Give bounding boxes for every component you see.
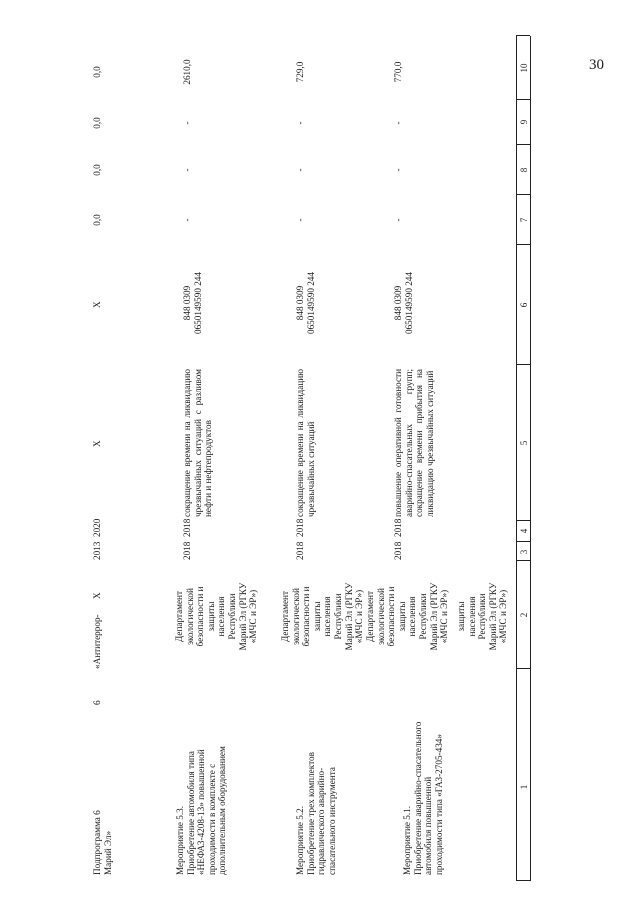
row2-col6: 848 0309 0650149590 244 bbox=[295, 272, 316, 335]
row3-col9: - bbox=[182, 121, 192, 125]
col-divider bbox=[516, 880, 530, 881]
row2-col3: 2018 bbox=[295, 541, 305, 560]
row1-col3: 2018 bbox=[393, 541, 403, 560]
row1-col7: - bbox=[393, 218, 403, 222]
col-divider bbox=[516, 364, 530, 365]
row2-col7: - bbox=[295, 218, 305, 222]
col-divider bbox=[516, 194, 530, 195]
row2-col5: сокращение времени на ликвидацию чрезвычайных ситуаций bbox=[295, 369, 316, 517]
row4-col9: 0,0 bbox=[92, 117, 102, 129]
col-number-5: 5 bbox=[519, 440, 529, 446]
row3-col5: сокращение времени на ликвидацию чрезвычайных ситуаций с разливом нефти и нефтепродуктов bbox=[182, 369, 214, 517]
row4-col10: 0,0 bbox=[92, 66, 102, 78]
col-number-10: 10 bbox=[519, 63, 529, 73]
row1-col1: Мероприятие 5.1. Приобретение аварийно-спасательного автомобиля повышенной проходимости типа «ГАЗ-2705-434» bbox=[402, 721, 444, 875]
row3-col10: 2610,0 bbox=[182, 59, 192, 85]
row2-col9: - bbox=[295, 121, 305, 125]
col-divider bbox=[516, 560, 530, 561]
row1-col9: - bbox=[393, 121, 403, 125]
page-number: 30 bbox=[589, 57, 604, 73]
row4-col8: 0,0 bbox=[92, 164, 102, 176]
col-number-1: 1 bbox=[519, 784, 529, 790]
col-divider bbox=[516, 144, 530, 145]
col-divider bbox=[516, 35, 530, 36]
col-number-3: 3 bbox=[519, 549, 529, 555]
row4-col2: «Антитеррор- bbox=[92, 614, 102, 669]
row3-col2: Департамент экологической безопасности и защиты населения Республики Марий Эл (РГКУ «МЧС и ЭР») bbox=[174, 582, 259, 651]
col-divider bbox=[516, 520, 530, 521]
row2-col1: Мероприятие 5.2. Приобретение трех комплектов гидравлического аварийно- спасательного инструмента bbox=[295, 752, 337, 875]
row1-col8: - bbox=[393, 168, 403, 172]
col-number-4: 4 bbox=[519, 528, 529, 534]
row4-col2-prefix: 6 bbox=[92, 700, 102, 705]
row4-col4: 2020 bbox=[92, 518, 102, 537]
row1-col4: 2018 bbox=[393, 518, 403, 537]
row4-col2b: X bbox=[92, 592, 102, 599]
row3-col6: 848 0309 0650149590 244 bbox=[182, 272, 203, 335]
row3-col1: Мероприятие 5.3. Приобретение автомобиля типа «НЕФАЗ-4208-13» повышенной проходимости в комплекте с дополнительным оборудованием bbox=[175, 746, 228, 875]
row3-col7: - bbox=[182, 218, 192, 222]
row3-col4: 2018 bbox=[182, 518, 192, 537]
row1-col10: 770,0 bbox=[393, 61, 403, 83]
row2-col2: Департамент экологической безопасности и защиты населения Республики Марий Эл (РГКУ «МЧС и ЭР») bbox=[280, 582, 365, 651]
row1-col2: Департамент экологической безопасности и защиты населения Республики Марий Эл (РГКУ «МЧС и ЭР») bbox=[365, 582, 450, 651]
row4-col7: 0,0 bbox=[92, 214, 102, 226]
row1-col5: повышение оперативной готовности аварийно-спасательных групп; сокращение времени прибытия на ликвидацию чрезвычайных ситуаций bbox=[393, 369, 435, 517]
row2-col10: 729,0 bbox=[295, 61, 305, 83]
row3-col8: - bbox=[182, 168, 192, 172]
col-divider bbox=[516, 99, 530, 100]
row4-col1: Подпрограмма 6 Марий Эл» bbox=[92, 810, 113, 875]
row2-col4: 2018 bbox=[295, 518, 305, 537]
col-number-8: 8 bbox=[519, 167, 529, 173]
row4-col6: X bbox=[92, 301, 102, 308]
row4-col3: 2013 bbox=[92, 541, 102, 560]
header-rule-top bbox=[530, 36, 531, 881]
col-number-2: 2 bbox=[519, 612, 529, 618]
col-number-6: 6 bbox=[519, 302, 529, 308]
row2-col8: - bbox=[295, 168, 305, 172]
col-number-7: 7 bbox=[519, 217, 529, 223]
col-divider bbox=[516, 541, 530, 542]
continuation-cell: защиты населения Республики Марий Эл (РГКУ «МЧС и ЭР») bbox=[456, 582, 509, 651]
col-divider bbox=[516, 668, 530, 669]
row3-col3: 2018 bbox=[182, 541, 192, 560]
header-rule bbox=[516, 36, 517, 881]
col-divider bbox=[516, 244, 530, 245]
row4-col5: X bbox=[92, 440, 102, 447]
row1-col6: 848 0309 0650149590 244 bbox=[393, 272, 414, 335]
col-number-9: 9 bbox=[519, 119, 529, 125]
